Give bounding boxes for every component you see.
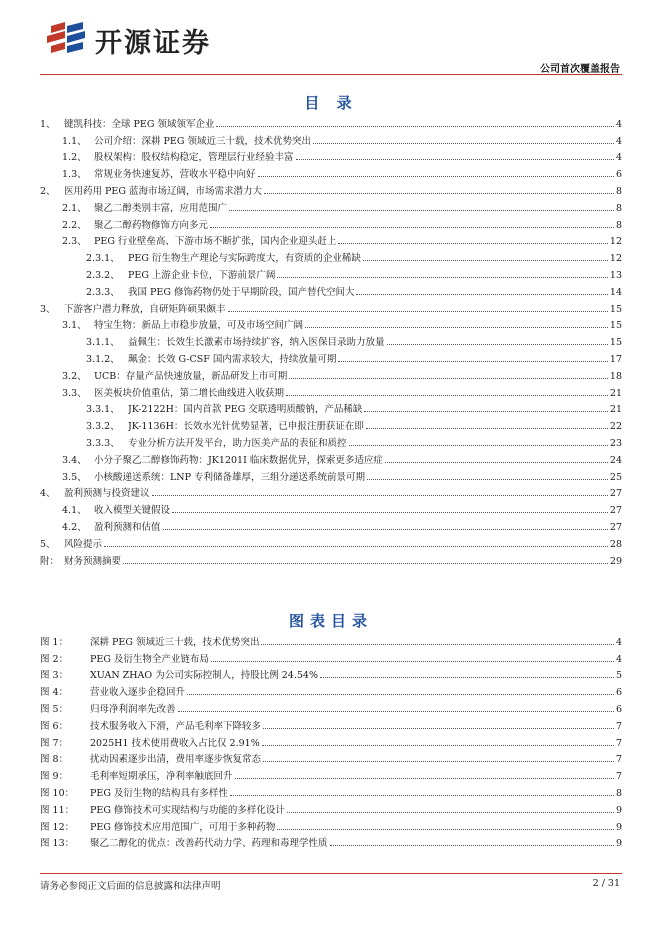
entry-text: 深耕 PEG 领域近三十载，技术优势突出	[90, 636, 260, 648]
entry-number: 4、	[40, 488, 56, 500]
toc-entry[interactable]	[40, 163, 622, 180]
entry-text: 小核酸递送系统：LNP 专利储备雄厚，三组分递送系统前景可期	[94, 471, 366, 483]
figure-list	[40, 631, 622, 849]
footer-divider	[40, 873, 622, 874]
entry-text: 技术服务收入下滑，产品毛利率下降较多	[90, 720, 262, 732]
entry-page: 15	[609, 337, 622, 349]
entry-number: 3.3、	[62, 387, 87, 399]
entry-page: 18	[609, 370, 622, 382]
leader-dots	[264, 193, 614, 194]
entry-text: 公司介绍：深耕 PEG 领域近三十载，技术优势突出	[94, 135, 311, 147]
entry-text: UCB：存量产品快速放量，新品研发上市可期	[94, 370, 288, 382]
leader-dots	[210, 227, 614, 228]
leader-dots	[163, 529, 608, 530]
leader-dots	[228, 311, 608, 312]
toc-entry[interactable]	[40, 281, 622, 298]
entry-page: 25	[609, 471, 622, 483]
entry-text: 营业收入逐步企稳回升	[90, 687, 186, 699]
entry-page: 9	[615, 838, 622, 850]
entry-page: 27	[609, 521, 622, 533]
figure-entry[interactable]	[40, 782, 622, 799]
entry-number: 5、	[40, 538, 56, 550]
entry-page: 7	[615, 737, 622, 749]
entry-page: 21	[609, 404, 622, 416]
toc-entry[interactable]	[40, 247, 622, 264]
company-name: 开源证券	[95, 27, 211, 59]
entry-text: 下游客户潜力释放，自研矩阵硕果颇丰	[64, 303, 226, 315]
entry-page: 24	[609, 454, 622, 466]
entry-page: 22	[609, 421, 622, 433]
leader-dots	[349, 445, 608, 446]
toc-entry[interactable]	[40, 147, 622, 164]
entry-text: 2025H1 技术使用费收入占比仅 2.91%	[90, 737, 260, 749]
entry-number: 图 9：	[40, 771, 69, 783]
entry-page: 6	[615, 687, 622, 699]
entry-number: 3、	[40, 303, 56, 315]
toc-title: 目 录	[304, 94, 358, 112]
entry-text: PEG 上游企业卡位，下游前景广阔	[128, 269, 276, 281]
entry-text: 聚乙二醇类别丰富，应用范围广	[94, 202, 228, 214]
entry-number: 3.1、	[62, 320, 87, 332]
figure-entry[interactable]	[40, 765, 622, 782]
toc-entry[interactable]	[40, 264, 622, 281]
entry-number: 3.5、	[62, 471, 87, 483]
entry-number: 3.3.1、	[86, 404, 120, 416]
entry-number: 2.3.1、	[86, 253, 120, 265]
entry-page: 8	[615, 219, 622, 231]
entry-number: 2.3.2、	[86, 269, 120, 281]
entry-number: 1.1、	[62, 135, 87, 147]
entry-text: 归母净利润率先改善	[90, 703, 176, 715]
entry-text: PEG 修饰技术应用范围广，可用于多种药物	[90, 821, 276, 833]
leader-dots	[263, 761, 614, 762]
figure-entry[interactable]	[40, 681, 622, 698]
entry-number: 图 13：	[40, 838, 75, 850]
figure-entry[interactable]	[40, 749, 622, 766]
entry-page: 8	[615, 787, 622, 799]
leader-dots	[363, 260, 608, 261]
toc-entry[interactable]	[40, 432, 622, 449]
leader-dots	[366, 428, 608, 429]
entry-number: 2.3.3、	[86, 286, 120, 298]
entry-number: 1.3、	[62, 169, 87, 181]
leader-dots	[356, 294, 607, 295]
entry-text: 小分子聚乙二醇修饰药物：JK1201I 临床数据优异，探索更多适应症	[94, 454, 383, 466]
entry-page: 27	[609, 488, 622, 500]
entry-page: 23	[609, 437, 622, 449]
toc-entry[interactable]	[40, 180, 622, 197]
leader-dots	[277, 829, 614, 830]
table-of-contents	[40, 113, 622, 567]
leader-dots	[187, 694, 614, 695]
entry-page: 28	[609, 538, 622, 550]
report-type-label: 公司首次覆盖报告	[540, 64, 620, 75]
entry-text: 股权架构：股权结构稳定，管理层行业经验丰富	[94, 152, 294, 164]
entry-number: 图 3：	[40, 670, 69, 682]
figure-entry[interactable]	[40, 631, 622, 648]
leader-dots	[385, 462, 608, 463]
entry-text: 键凯科技：全球 PEG 领域领军企业	[64, 118, 215, 130]
leader-dots	[338, 361, 608, 362]
entry-number: 图 7：	[40, 737, 69, 749]
entry-text: 聚乙二醇化的优点：改善药代动力学、药理和毒理学性质	[90, 838, 328, 850]
entry-text: 我国 PEG 修饰药物仍处于早期阶段，国产替代空间大	[128, 286, 355, 298]
toc-entry[interactable]	[40, 499, 622, 516]
header-divider	[40, 74, 622, 75]
leader-dots	[230, 795, 614, 796]
entry-page: 15	[609, 303, 622, 315]
entry-text: 常规业务快速复苏，营收水平稳中向好	[94, 169, 256, 181]
leader-dots	[172, 512, 608, 513]
leader-dots	[330, 845, 614, 846]
leader-dots	[305, 327, 608, 328]
entry-text: 珮金：长效 G-CSF 国内需求较大，持续放量可期	[128, 353, 337, 365]
leader-dots	[229, 210, 614, 211]
toc-entry[interactable]	[40, 483, 622, 500]
entry-text: 益佩生：长效生长激素市场持续扩容，纳入医保目录助力放量	[128, 337, 385, 349]
entry-text: PEG 衍生物生产理论与实际跨度大，有资质的企业稀缺	[128, 253, 361, 265]
entry-page: 9	[615, 804, 622, 816]
entry-page: 14	[609, 286, 622, 298]
entry-text: 盈利预测和估值	[94, 521, 161, 533]
entry-page: 8	[615, 185, 622, 197]
toc-entry[interactable]	[40, 348, 622, 365]
page-header	[0, 0, 662, 80]
entry-number: 图 10：	[40, 787, 75, 799]
leader-dots	[104, 546, 608, 547]
toc-entry[interactable]	[40, 113, 622, 130]
leader-dots	[123, 563, 608, 564]
leader-dots	[263, 728, 614, 729]
entry-number: 图 5：	[40, 703, 69, 715]
entry-number: 3.2、	[62, 370, 87, 382]
entry-page: 17	[609, 353, 622, 365]
entry-page: 7	[615, 754, 622, 766]
entry-number: 图 2：	[40, 653, 69, 665]
kaiyuan-logo-icon	[45, 20, 87, 60]
entry-number: 1.2、	[62, 152, 87, 164]
figure-entry[interactable]	[40, 833, 622, 850]
entry-number: 3.1.1、	[86, 337, 120, 349]
entry-number: 2.3、	[62, 236, 87, 248]
entry-number: 图 11：	[40, 804, 75, 816]
entry-page: 12	[609, 253, 622, 265]
entry-page: 6	[615, 169, 622, 181]
toc-entry[interactable]	[40, 550, 622, 567]
entry-page: 27	[609, 505, 622, 517]
leader-dots	[277, 277, 607, 278]
entry-number: 2.2、	[62, 219, 87, 231]
entry-text: 收入模型关键假设	[94, 505, 171, 517]
entry-number: 1、	[40, 118, 56, 130]
figure-entry[interactable]	[40, 816, 622, 833]
entry-text: XUAN ZHAO 为公司实际控制人，持股比例 24.54%	[90, 670, 318, 682]
entry-text: 风险提示	[64, 538, 103, 550]
entry-number: 图 12：	[40, 821, 75, 833]
leader-dots	[287, 812, 614, 813]
figure-entry[interactable]	[40, 698, 622, 715]
entry-number: 3.3.2、	[86, 421, 120, 433]
toc-entry[interactable]	[40, 331, 622, 348]
toc-entry[interactable]	[40, 315, 622, 332]
entry-page: 4	[615, 135, 622, 147]
leader-dots	[367, 479, 608, 480]
entry-page: 7	[615, 720, 622, 732]
entry-page: 5	[615, 670, 622, 682]
leader-dots	[152, 495, 608, 496]
entry-page: 4	[615, 636, 622, 648]
entry-number: 图 8：	[40, 754, 69, 766]
leader-dots	[211, 661, 614, 662]
leader-dots	[286, 395, 608, 396]
entry-page: 4	[615, 152, 622, 164]
toc-entry[interactable]	[40, 298, 622, 315]
toc-entry[interactable]	[40, 449, 622, 466]
entry-page: 9	[615, 821, 622, 833]
entry-number: 4.1、	[62, 505, 87, 517]
leader-dots	[235, 778, 614, 779]
entry-page: 12	[609, 236, 622, 248]
leader-dots	[387, 344, 608, 345]
toc-entry[interactable]	[40, 533, 622, 550]
entry-page: 13	[609, 269, 622, 281]
figure-entry[interactable]	[40, 715, 622, 732]
entry-page: 4	[615, 653, 622, 665]
footer-disclaimer: 请务必参阅正文后面的信息披露和法律声明	[40, 881, 221, 892]
figure-entry[interactable]	[40, 799, 622, 816]
entry-number: 2.1、	[62, 202, 87, 214]
entry-page: 6	[615, 703, 622, 715]
entry-number: 2、	[40, 185, 56, 197]
toc-entry[interactable]	[40, 130, 622, 147]
entry-text: 财务预测摘要	[64, 555, 122, 567]
figure-entry[interactable]	[40, 665, 622, 682]
entry-text: 医美板块价值重估，第二增长曲线进入收获期	[94, 387, 285, 399]
entry-text: 聚乙二醇药物修饰方向多元	[94, 219, 209, 231]
figure-entry[interactable]	[40, 648, 622, 665]
toc-entry[interactable]	[40, 231, 622, 248]
entry-text: 盈利预测与投资建议	[64, 488, 150, 500]
toc-entry[interactable]	[40, 197, 622, 214]
entry-text: 医用药用 PEG 蓝海市场辽阔，市场需求潜力大	[64, 185, 262, 197]
toc-entry[interactable]	[40, 214, 622, 231]
leader-dots	[313, 143, 614, 144]
entry-text: JK-1136H：长效水光针优势显著，已申报注册获证在即	[128, 421, 364, 433]
toc-entry[interactable]	[40, 516, 622, 533]
entry-number: 图 1：	[40, 636, 69, 648]
entry-text: PEG 修饰技术可实现结构与功能的多样化设计	[90, 804, 285, 816]
entry-number: 图 6：	[40, 720, 69, 732]
company-logo	[45, 20, 211, 60]
entry-text: PEG 及衍生物的结构具有多样性	[90, 787, 228, 799]
entry-text: PEG 行业壁垒高、下游市场不断扩张，国内企业迎头赶上	[94, 236, 337, 248]
entry-number: 3.4、	[62, 454, 87, 466]
entry-number: 3.1.2、	[86, 353, 120, 365]
leader-dots	[320, 677, 614, 678]
entry-page: 7	[615, 771, 622, 783]
leader-dots	[178, 711, 614, 712]
leader-dots	[261, 644, 613, 645]
page-indicator: 2 / 31	[592, 878, 620, 889]
leader-dots	[216, 126, 613, 127]
leader-dots	[338, 243, 607, 244]
toc-entry[interactable]	[40, 466, 622, 483]
entry-page: 15	[609, 320, 622, 332]
leader-dots	[289, 378, 608, 379]
figure-entry[interactable]	[40, 732, 622, 749]
leader-dots	[364, 411, 608, 412]
toc-entry[interactable]	[40, 382, 622, 399]
leader-dots	[258, 176, 614, 177]
entry-number: 附：	[40, 555, 60, 567]
toc-entry[interactable]	[40, 399, 622, 416]
entry-number: 3.3.3、	[86, 437, 120, 449]
entry-number: 图 4：	[40, 687, 69, 699]
entry-number: 4.2、	[62, 521, 87, 533]
toc-entry[interactable]	[40, 415, 622, 432]
entry-page: 29	[609, 555, 622, 567]
entry-page: 8	[615, 202, 622, 214]
entry-text: 毛利率短期承压，净利率触底回升	[90, 771, 233, 783]
entry-page: 4	[615, 118, 622, 130]
entry-text: PEG 及衍生物全产业链布局	[90, 653, 209, 665]
entry-text: 特宝生物：新品上市稳步放量，可及市场空间广阔	[94, 320, 304, 332]
leader-dots	[296, 159, 614, 160]
entry-text: 扰动因素逐步出清，费用率逐步恢复常态	[90, 754, 262, 766]
leader-dots	[262, 745, 614, 746]
entry-page: 21	[609, 387, 622, 399]
entry-text: JK-2122H：国内首款 PEG 交联透明质酸钠，产品稀缺	[128, 404, 363, 416]
figures-title: 图表目录	[288, 612, 373, 630]
toc-entry[interactable]	[40, 365, 622, 382]
entry-text: 专业分析方法开发平台，助力医美产品的表征和质控	[128, 437, 347, 449]
